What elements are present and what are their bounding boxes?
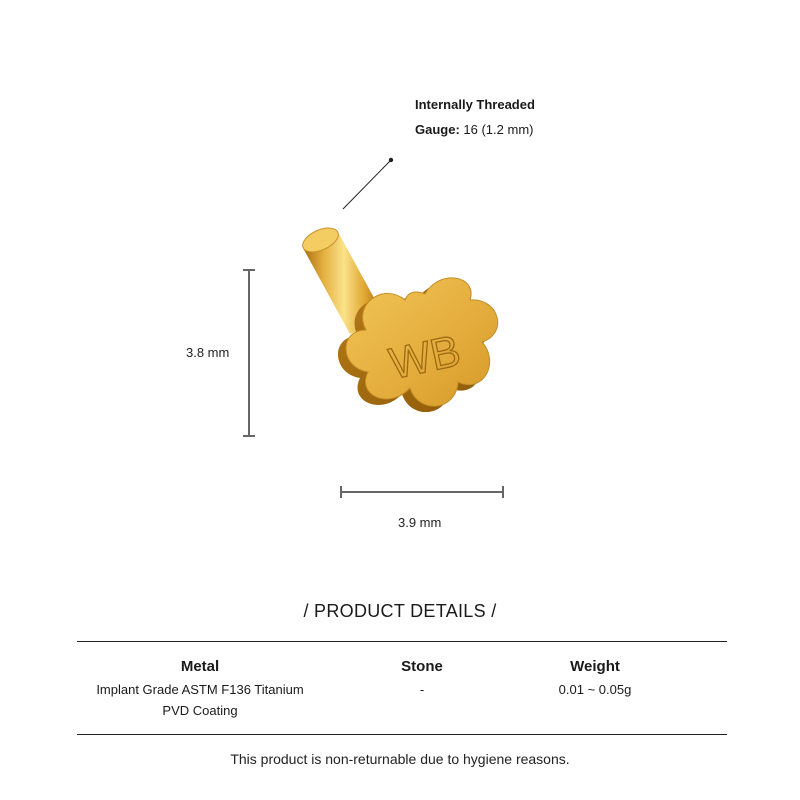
metal-value-line: Implant Grade ASTM F136 Titanium [96,682,304,697]
details-title: / PRODUCT DETAILS / [303,601,497,621]
metal-heading: Metal [180,658,220,675]
divider-bottom [77,734,727,735]
gauge-label: Gauge: [415,122,460,137]
return-policy-note: This product is non-returnable due to hygiene reasons. [230,751,570,767]
threading-label: Internally Threaded [415,97,535,112]
weight-heading: Weight [570,658,620,675]
width-dimension-line [341,486,503,498]
weight-value: 0.01 ~ 0.05g [558,682,632,697]
divider-top [77,641,727,642]
weight-column [520,655,670,700]
width-label: 3.9 mm [398,515,442,530]
stone-heading: Stone [401,658,443,675]
callout-pointer [343,158,393,209]
height-dimension-line [243,270,255,436]
stone-column [372,655,472,700]
metal-column [77,655,323,721]
height-label: 3.8 mm [186,345,230,360]
stone-value: - [419,682,425,697]
gauge-value: 16 (1.2 mm) [459,122,534,137]
engraving-text: WB [385,326,465,389]
metal-value-line: PVD Coating [162,703,238,718]
